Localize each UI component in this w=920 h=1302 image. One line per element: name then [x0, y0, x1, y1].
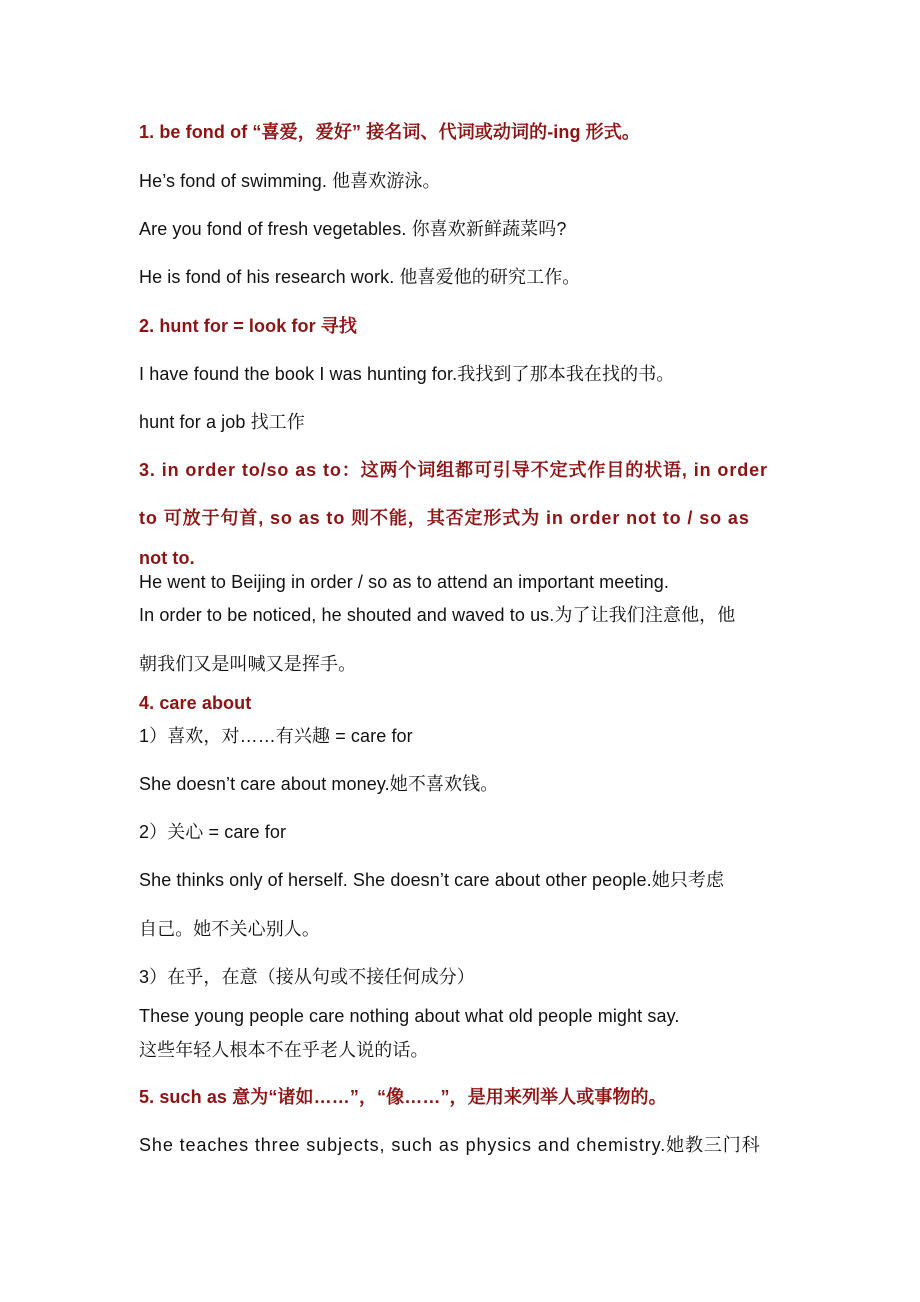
section-4-line-2: She doesn’t care about money.她不喜欢钱。 [139, 774, 499, 794]
section-1-example-3: He is fond of his research work. 他喜爱他的研究工作。 [139, 267, 581, 287]
section-5-heading: 5. such as 意为“诸如……”，“像……”，是用来列举人或事物的。 [139, 1087, 667, 1107]
section-3-heading-line-2: to 可放于句首, so as to 则不能，其否定形式为 in order not to / so as [139, 508, 750, 528]
section-2-heading: 2. hunt for = look for 寻找 [139, 316, 357, 336]
section-4-line-8: 这些年轻人根本不在乎老人说的话。 [139, 1040, 429, 1060]
section-4-line-4: She thinks only of herself. She doesn’t care about other people.她只考虑 [139, 870, 725, 890]
section-4-line-7: These young people care nothing about what old people might say. [139, 1006, 680, 1026]
section-5-example-1: She teaches three subjects, such as physics and chemistry.她教三门科 [139, 1135, 761, 1155]
section-4-line-1: 1）喜欢，对……有兴趣 = care for [139, 726, 413, 746]
section-3-example-2: In order to be noticed, he shouted and waved to us.为了让我们注意他，他 [139, 605, 736, 625]
section-4-heading: 4. care about [139, 693, 252, 713]
section-3-example-3: 朝我们又是叫喊又是挥手。 [139, 654, 357, 674]
section-2-example-2: hunt for a job 找工作 [139, 412, 305, 432]
section-4-line-5: 自己。她不关心别人。 [139, 919, 320, 939]
section-2-example-1: I have found the book I was hunting for.我找到了那本我在找的书。 [139, 364, 675, 384]
section-3-heading-line-1: 3. in order to/so as to：这两个词组都可引导不定式作目的状语, in order [139, 460, 768, 480]
section-1-heading: 1. be fond of “喜爱，爱好” 接名词、代词或动词的-ing 形式。 [139, 122, 640, 142]
section-1-example-2: Are you fond of fresh vegetables. 你喜欢新鲜蔬菜吗? [139, 219, 567, 239]
section-3-heading-line-3: not to. [139, 548, 195, 568]
section-1-example-1: He’s fond of swimming. 他喜欢游泳。 [139, 171, 441, 191]
section-3-example-1: He went to Beijing in order / so as to attend an important meeting. [139, 572, 669, 592]
section-4-line-6: 3）在乎，在意（接从句或不接任何成分） [139, 967, 475, 987]
section-4-line-3: 2）关心 = care for [139, 822, 287, 842]
